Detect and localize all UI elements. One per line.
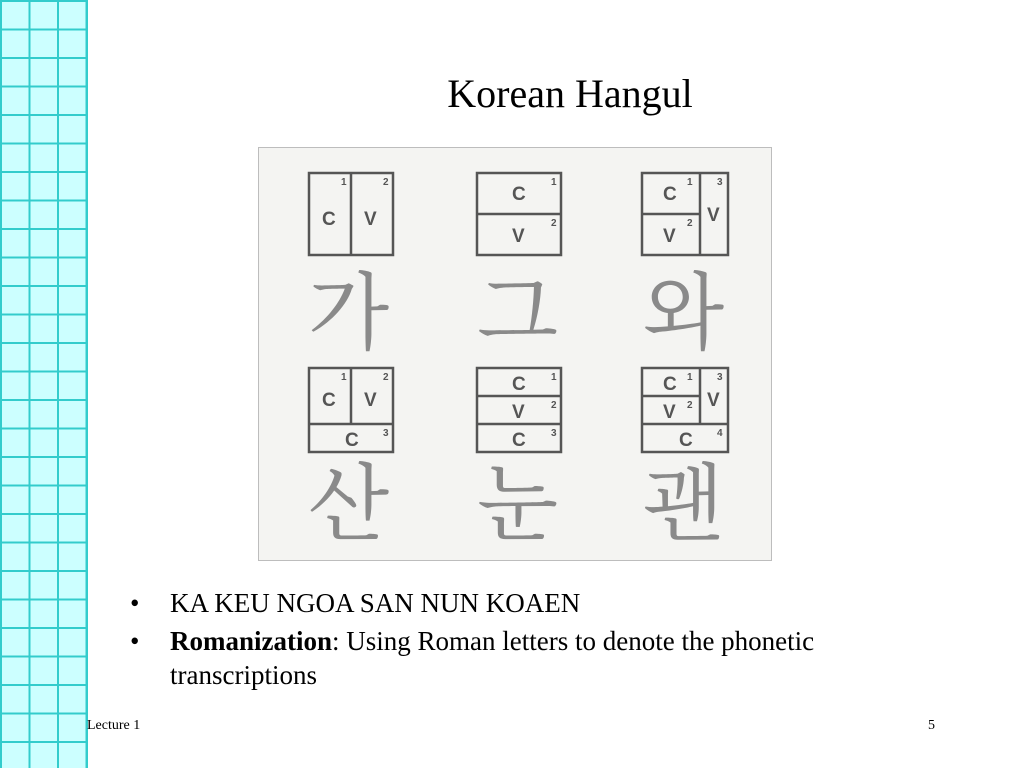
cell-num: 3 (551, 428, 557, 439)
cell-num: 1 (687, 177, 693, 188)
cell-label: C (663, 184, 677, 205)
bullet-item (130, 624, 930, 692)
hangul-syllable: 와 (643, 264, 725, 362)
cell-num: 2 (383, 372, 389, 383)
hangul-syllable-structure-figure (258, 147, 772, 561)
cell-label: C (322, 390, 336, 411)
diagram-cvc-compound (642, 368, 728, 452)
cell-num: 2 (551, 400, 557, 411)
diagram-cvc-side (309, 368, 393, 452)
footer-lecture-label: Lecture 1 (87, 718, 141, 733)
cell-num: 3 (717, 177, 723, 188)
cell-label: C (512, 430, 526, 451)
cell-num: 1 (341, 177, 347, 188)
cell-label: V (707, 205, 720, 226)
cell-label: V (663, 402, 676, 423)
hangul-syllable: 가 (308, 264, 390, 362)
syllable-diagram-svg (259, 148, 771, 560)
bullet-marker: • (130, 626, 140, 656)
hangul-syllable: 괜 (643, 455, 725, 553)
bullet-marker: • (130, 588, 140, 618)
cell-num: 1 (551, 372, 557, 383)
diagram-cv-stack (477, 173, 561, 255)
decorative-grid-strip (0, 0, 88, 768)
bullet-item (130, 586, 930, 620)
cell-num: 2 (383, 177, 389, 188)
bullet-text: KA KEU NGOA SAN NUN KOAEN (170, 588, 581, 618)
cell-num: 1 (551, 177, 557, 188)
cell-label: V (512, 226, 525, 247)
hangul-syllable: 산 (308, 455, 390, 553)
slide-title: Korean Hangul (447, 71, 693, 116)
cell-num: 2 (551, 218, 557, 229)
cell-label: C (663, 374, 677, 395)
cell-label: V (707, 390, 720, 411)
cell-label: C (679, 430, 693, 451)
cell-num: 3 (717, 372, 723, 383)
cell-label: C (512, 184, 526, 205)
cell-label: V (663, 226, 676, 247)
bullet-term: Romanization (170, 626, 332, 656)
hangul-syllable: 그 (477, 264, 559, 362)
diagram-cvc-stack (477, 368, 561, 452)
cell-num: 1 (687, 372, 693, 383)
cell-label: C (322, 209, 336, 230)
cell-num: 2 (687, 400, 693, 411)
cell-label: C (512, 374, 526, 395)
diagram-cv-side (309, 173, 393, 255)
diagram-cv-compound (642, 173, 728, 255)
bullet-list (130, 586, 930, 696)
cell-label: V (512, 402, 525, 423)
cell-label: V (364, 390, 377, 411)
cell-num: 3 (383, 428, 389, 439)
cell-num: 4 (717, 428, 723, 439)
cell-label: V (364, 209, 377, 230)
cell-num: 2 (687, 218, 693, 229)
bullet-text: : Using Roman letters to denote the phonetic transcriptions (170, 626, 815, 690)
cell-num: 1 (341, 372, 347, 383)
cell-label: C (345, 430, 359, 451)
hangul-syllable: 눈 (477, 455, 559, 553)
page-number: 5 (928, 718, 935, 733)
